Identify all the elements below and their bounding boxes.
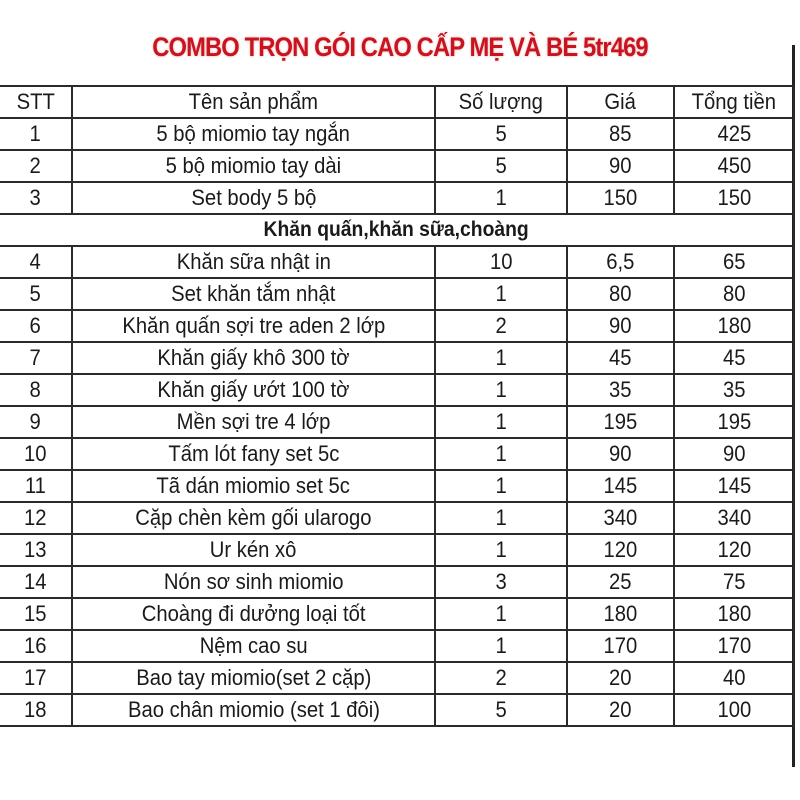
cell-stt — [0, 630, 72, 662]
cell-quantity — [435, 342, 567, 374]
cell-quantity — [435, 310, 567, 342]
cell-total — [674, 374, 794, 406]
table-row — [0, 246, 794, 278]
table-row — [0, 182, 794, 214]
cell-text: 180 — [717, 313, 751, 338]
page-title: COMBO TRỌN GÓI CAO CẤP MẸ VÀ BÉ 5tr469 — [152, 32, 648, 62]
header-product-name — [72, 86, 435, 118]
cell-stt — [0, 150, 72, 182]
cell-text: 340 — [603, 505, 638, 530]
cell-product-name — [72, 182, 435, 214]
cell-text: Bao tay miomio(set 2 cặp) — [135, 665, 372, 690]
cell-price — [567, 694, 674, 726]
cell-total — [674, 662, 794, 694]
cell-stt — [0, 374, 72, 406]
cell-product-name — [72, 598, 435, 630]
cell-text: 450 — [717, 153, 751, 178]
cell-product-name — [72, 502, 435, 534]
cell-text: 45 — [722, 345, 746, 370]
cell-text: 10 — [489, 249, 513, 274]
cell-text: 5 — [495, 153, 507, 178]
cell-text: 5 — [29, 281, 42, 306]
header-label: Tên sản phẩm — [188, 89, 319, 114]
cell-stt — [0, 438, 72, 470]
cell-text: Set khăn tắm nhật — [171, 281, 336, 306]
header-stt — [0, 86, 72, 118]
header-total — [674, 86, 794, 118]
cell-text: 18 — [24, 697, 47, 722]
cell-price — [567, 342, 674, 374]
cell-text: 6,5 — [606, 249, 635, 274]
cell-text: 1 — [495, 409, 507, 434]
cell-text: 8 — [29, 377, 42, 402]
cell-stt — [0, 566, 72, 598]
cell-text: 150 — [717, 185, 751, 210]
cell-text: Tã dán miomio set 5c — [156, 473, 351, 498]
cell-price — [567, 278, 674, 310]
cell-stt — [0, 534, 72, 566]
cell-total — [674, 534, 794, 566]
cell-price — [567, 630, 674, 662]
header-label: Tổng tiền — [691, 89, 777, 114]
cell-total — [674, 630, 794, 662]
cell-text: 14 — [24, 569, 47, 594]
cell-price — [567, 566, 674, 598]
cell-text: 1 — [495, 473, 507, 498]
cell-quantity — [435, 694, 567, 726]
cell-total — [674, 566, 794, 598]
cell-stt — [0, 694, 72, 726]
table-row — [0, 150, 794, 182]
product-table — [0, 85, 795, 727]
cell-text: 9 — [29, 409, 42, 434]
table-row — [0, 374, 794, 406]
cell-quantity — [435, 278, 567, 310]
cell-text: 1 — [495, 281, 507, 306]
table-row — [0, 502, 794, 534]
cell-price — [567, 598, 674, 630]
cell-stt — [0, 246, 72, 278]
cell-product-name — [72, 278, 435, 310]
cell-total — [674, 694, 794, 726]
cell-text: Nón sơ sinh miomio — [163, 569, 344, 594]
cell-text: 195 — [603, 409, 638, 434]
table-row — [0, 438, 794, 470]
cell-text: 20 — [609, 697, 632, 722]
cell-quantity — [435, 438, 567, 470]
cell-quantity — [435, 150, 567, 182]
cell-text: 90 — [609, 313, 632, 338]
cell-total — [674, 150, 794, 182]
cell-text: 45 — [609, 345, 632, 370]
cell-total — [674, 502, 794, 534]
cell-stt — [0, 278, 72, 310]
cell-text: Khăn giấy khô 300 tờ — [157, 345, 350, 370]
cell-price — [567, 182, 674, 214]
cell-text: Bao chân miomio (set 1 đôi) — [127, 697, 380, 722]
cell-text: 4 — [29, 249, 42, 274]
cell-total — [674, 406, 794, 438]
cell-quantity — [435, 374, 567, 406]
cell-text: Ur kén xô — [210, 537, 297, 562]
cell-text: 1 — [495, 633, 507, 658]
cell-product-name — [72, 118, 435, 150]
section-row — [0, 214, 794, 246]
cell-stt — [0, 342, 72, 374]
cell-text: Tấm lót fany set 5c — [167, 441, 339, 466]
cell-total — [674, 246, 794, 278]
cell-text: 170 — [603, 633, 638, 658]
cell-quantity — [435, 118, 567, 150]
cell-text: Set body 5 bộ — [191, 185, 316, 210]
cell-text: 120 — [717, 537, 751, 562]
header-label: Giá — [604, 89, 637, 114]
cell-quantity — [435, 470, 567, 502]
cell-text: 5 bộ miomio tay ngắn — [156, 121, 351, 146]
cell-text: 13 — [24, 537, 47, 562]
cell-text: Nệm cao su — [199, 633, 308, 658]
cell-text: 1 — [495, 441, 507, 466]
header-label: Số lượng — [458, 89, 544, 114]
table-header-row — [0, 86, 794, 118]
cell-text: 80 — [609, 281, 632, 306]
cell-quantity — [435, 534, 567, 566]
cell-text: 11 — [24, 473, 47, 498]
cell-text: 20 — [609, 665, 632, 690]
header-price — [567, 86, 674, 118]
cell-text: Mền sợi tre 4 lớp — [176, 409, 331, 434]
cell-quantity — [435, 182, 567, 214]
cell-stt — [0, 502, 72, 534]
cell-price — [567, 502, 674, 534]
cell-stt — [0, 118, 72, 150]
cell-price — [567, 662, 674, 694]
cell-text: 120 — [603, 537, 638, 562]
cell-text: 65 — [722, 249, 746, 274]
cell-price — [567, 438, 674, 470]
cell-text: 40 — [722, 665, 746, 690]
cell-price — [567, 150, 674, 182]
cell-text: 12 — [24, 505, 47, 530]
cell-text: 85 — [609, 121, 632, 146]
cell-text: 35 — [609, 377, 632, 402]
cell-stt — [0, 470, 72, 502]
cell-text: Khăn sữa nhật in — [176, 249, 331, 274]
cell-text: 340 — [717, 505, 751, 530]
cell-text: 145 — [717, 473, 751, 498]
cell-product-name — [72, 534, 435, 566]
cell-text: 425 — [717, 121, 751, 146]
cell-price — [567, 470, 674, 502]
cell-text: 3 — [29, 185, 42, 210]
cell-text: 7 — [29, 345, 42, 370]
cell-text: 180 — [717, 601, 751, 626]
cell-quantity — [435, 662, 567, 694]
cell-text: 2 — [495, 313, 507, 338]
table-row — [0, 406, 794, 438]
cell-text: 75 — [722, 569, 746, 594]
cell-price — [567, 310, 674, 342]
cell-text: 1 — [495, 345, 507, 370]
cell-total — [674, 310, 794, 342]
cell-total — [674, 342, 794, 374]
cell-text: 2 — [495, 665, 507, 690]
cell-price — [567, 534, 674, 566]
header-label: STT — [16, 89, 55, 114]
cell-text: 90 — [722, 441, 746, 466]
cell-quantity — [435, 630, 567, 662]
cell-stt — [0, 182, 72, 214]
section-label: Khăn quấn,khăn sữa,choàng — [263, 218, 530, 241]
cell-text: 6 — [29, 313, 42, 338]
cell-product-name — [72, 310, 435, 342]
cell-text: 1 — [495, 505, 507, 530]
cell-price — [567, 374, 674, 406]
cell-product-name — [72, 246, 435, 278]
cell-quantity — [435, 598, 567, 630]
cell-text: 195 — [717, 409, 751, 434]
cell-text: 1 — [495, 601, 507, 626]
table-row — [0, 342, 794, 374]
cell-text: 16 — [24, 633, 47, 658]
cell-text: Cặp chèn kèm gối ularogo — [135, 505, 372, 530]
table-row — [0, 662, 794, 694]
cell-product-name — [72, 694, 435, 726]
cell-text: 90 — [609, 441, 632, 466]
table-row — [0, 118, 794, 150]
cell-quantity — [435, 502, 567, 534]
cell-product-name — [72, 374, 435, 406]
cell-stt — [0, 310, 72, 342]
cell-quantity — [435, 246, 567, 278]
cell-text: 150 — [603, 185, 638, 210]
section-heading — [0, 214, 794, 246]
cell-product-name — [72, 630, 435, 662]
cell-text: 145 — [603, 473, 638, 498]
cell-text: 5 — [495, 121, 507, 146]
cell-product-name — [72, 662, 435, 694]
cell-text: 170 — [717, 633, 751, 658]
cell-total — [674, 182, 794, 214]
cell-total — [674, 278, 794, 310]
cell-text: 100 — [717, 697, 751, 722]
cell-stt — [0, 406, 72, 438]
cell-text: 17 — [24, 665, 47, 690]
cell-text: Choàng đi dưởng loại tốt — [141, 601, 366, 626]
cell-text: 35 — [722, 377, 746, 402]
cell-text: 1 — [495, 185, 507, 210]
cell-product-name — [72, 438, 435, 470]
cell-price — [567, 406, 674, 438]
cell-text: 1 — [29, 121, 42, 146]
table-row — [0, 694, 794, 726]
cell-text: 5 bộ miomio tay dài — [165, 153, 342, 178]
cell-text: 25 — [609, 569, 632, 594]
table-row — [0, 278, 794, 310]
cell-quantity — [435, 406, 567, 438]
cell-text: Khăn giấy ướt 100 tờ — [157, 377, 350, 402]
cell-product-name — [72, 470, 435, 502]
cell-product-name — [72, 566, 435, 598]
cell-price — [567, 246, 674, 278]
cell-text: 1 — [495, 377, 507, 402]
cell-total — [674, 438, 794, 470]
cell-product-name — [72, 406, 435, 438]
cell-text: Khăn quấn sợi tre aden 2 lớp — [122, 313, 385, 338]
cell-total — [674, 118, 794, 150]
table-row — [0, 470, 794, 502]
cell-product-name — [72, 150, 435, 182]
cell-text: 2 — [29, 153, 42, 178]
cell-quantity — [435, 566, 567, 598]
cell-text: 3 — [495, 569, 507, 594]
cell-total — [674, 470, 794, 502]
cell-text: 180 — [603, 601, 638, 626]
cell-price — [567, 118, 674, 150]
table-row — [0, 598, 794, 630]
cell-text: 5 — [495, 697, 507, 722]
table-row — [0, 630, 794, 662]
cell-text: 90 — [609, 153, 632, 178]
cell-total — [674, 598, 794, 630]
cell-stt — [0, 598, 72, 630]
cell-text: 80 — [722, 281, 746, 306]
table-row — [0, 310, 794, 342]
cell-stt — [0, 662, 72, 694]
cell-text: 15 — [24, 601, 47, 626]
cell-text: 10 — [24, 441, 47, 466]
cell-product-name — [72, 342, 435, 374]
header-quantity — [435, 86, 567, 118]
table-row — [0, 566, 794, 598]
table-row — [0, 534, 794, 566]
cell-text: 1 — [495, 537, 507, 562]
